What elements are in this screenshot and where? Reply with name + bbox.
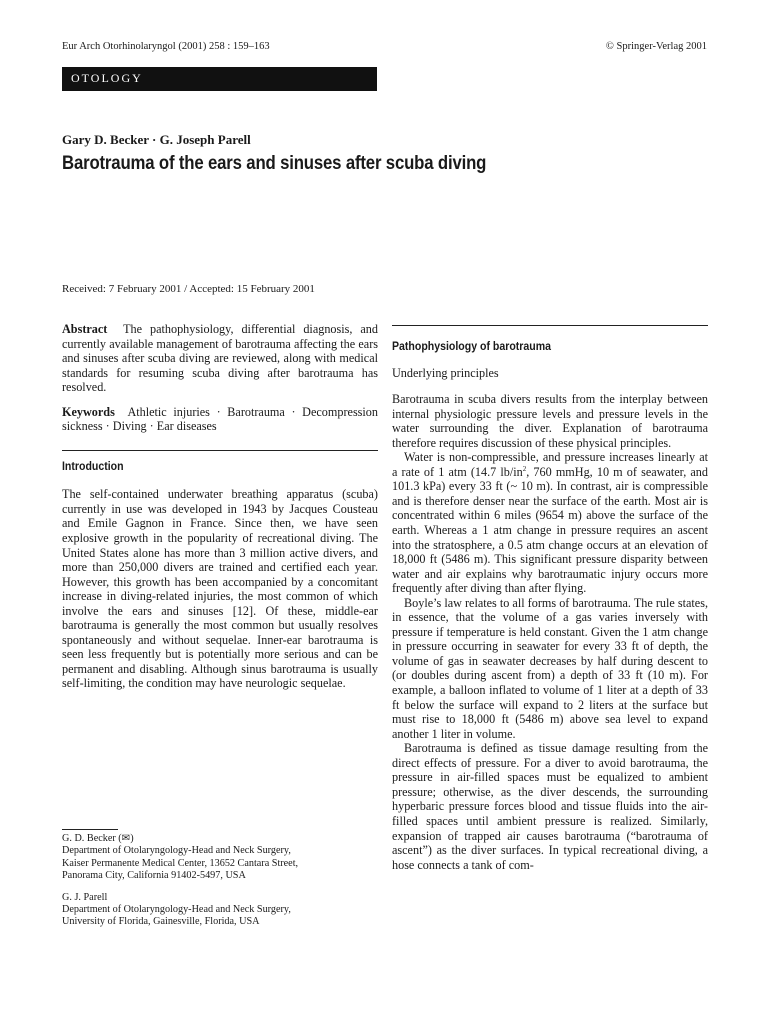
para-2-part-a: Water is non-compressible, and pressure increases linearly at a rate of 1 atm (14.7 lb/in [392, 450, 708, 479]
pathophysiology-para-2 [392, 450, 708, 595]
article-title: Barotrauma of the ears and sinuses after scuba diving [62, 152, 487, 174]
footnote-affil-1a: Department of Otolaryngology-Head and Neck Surgery, [62, 845, 291, 857]
footnote-affil-1c: Panorama City, California 91402-5497, USA [62, 870, 246, 882]
section-banner [62, 67, 377, 91]
footnote-affil-1b: Kaiser Permanente Medical Center, 13652 Cantara Street, [62, 857, 299, 869]
abstract [62, 322, 378, 395]
right-column [392, 325, 708, 872]
section-divider [392, 325, 708, 326]
author-footnote [62, 829, 378, 929]
superscript: 2 [522, 464, 527, 473]
journal-reference: Eur Arch Otorhinolaryngol (2001) 258 : 159–163 [62, 41, 270, 52]
introduction-heading: Introduction [62, 458, 124, 473]
footnote-rule [62, 829, 118, 830]
footnote-author-2: G. J. Parell [62, 891, 108, 903]
authors: Gary D. Becker · G. Joseph Parell [62, 132, 251, 147]
para-2-part-b: , 760 mmHg, 10 m of seawater, and 101.3 kPa) every 33 ft (~ 10 m). In contrast, air is compressible and is therefore denser near the surface of the earth. Most air is concentrated within 6 miles (9654 m) above the surface of the earth. Whereas a 1 atm change in pressure requires an ascent into the stratosphere, a 0.5 atm change occurs at an elevation of 18,000 ft (5486 m). This significant pressure disparity between water and air explains why barotraumatic injury occurs more frequently after diving than after flying. [392, 464, 708, 596]
section-divider [62, 450, 378, 451]
copyright-notice: © Springer-Verlag 2001 [605, 41, 707, 52]
footnote-affil-2b: University of Florida, Gainesville, Florida, USA [62, 916, 260, 928]
keywords-text: Athletic injuries · Barotrauma · Decompression sickness · Diving · Ear diseases [62, 404, 378, 434]
abstract-label: Abstract [62, 322, 108, 336]
pathophysiology-para-3: Boyle’s law relates to all forms of barotrauma. The rule states, in essence, that the volume of a gas varies inversely with pressure if temperature is held constant. Given the 1 atm change in pressure occurring in seawater for every 33 ft of depth, the volume of gas in seawater decreases by half during descent to (or doubles during ascent from) a depth of 33 ft (10 m). For example, a balloon inflated to volume of 1 liter at a depth of 33 ft below the surface will expand to 2 liters at the surface but must rise to 18,000 ft (5486 m) above sea level to expand another 1 liter in volume. [392, 595, 708, 741]
pathophysiology-para-1: Barotrauma in scuba divers results from the interplay between internal physiologic pressure levels and pressure levels in the water surrounding the diver. Explanation of barotrauma therefore requires discussion of these physical principles. [392, 392, 708, 450]
pathophysiology-heading: Pathophysiology of barotrauma [392, 339, 552, 353]
footnote-affil-2a: Department of Otolaryngology-Head and Neck Surgery, [62, 904, 291, 916]
introduction-text: The self-contained underwater breathing apparatus (scuba) currently in use was developed in 1943 by Jacques Cousteau and Emile Gagnon in France. Since then, we have seen explosive growth in the popularity of recreational diving. The United States alone has more than 3 million active divers, and more than 250,000 divers are trained and certified each year. However, this growth has been accompanied by a concomitant increase in diving-related injuries, the most common of which involve the ears and sinuses [12]. Of these, middle-ear barotrauma is generally the most common but usually resolves spontaneously and without sequelae. Inner-ear barotrauma is seen less frequently but is potentially more serious and can be permanent and disabling. Although sinus barotrauma is usually self-limiting, the condition may have neurologic sequelae. [62, 487, 378, 691]
keywords [62, 405, 378, 434]
received-dates: Received: 7 February 2001 / Accepted: 15 February 2001 [62, 283, 315, 295]
footnote-author-1: G. D. Becker (✉) [62, 833, 134, 844]
pathophysiology-para-4: Barotrauma is defined as tissue damage resulting from the direct effects of pressure. For a diver to avoid barotrauma, the pressure in air-filled spaces must be equalized to ambient pressure; otherwise, as the diver descends, the surrounding hyperbaric pressure forces blood and tissue fluids into the air-filled spaces until ambient pressure is realized. Similarly, expansion of trapped air causes barotrauma (“barotrauma of ascent”) as the diver surfaces. In typical recreational diving, a hose connects a tank of com- [392, 741, 708, 872]
pathophysiology-subheading: Underlying principles [392, 365, 499, 380]
abstract-text: The pathophysiology, differential diagnosis, and currently available management of barotrauma affecting the ears and sinuses after scuba diving are reviewed, along with medical standards for resuming scuba diving after barotrauma has resolved. [62, 322, 378, 395]
section-label: OTOLOGY [71, 71, 143, 85]
keywords-label: Keywords [62, 404, 115, 419]
left-column [62, 322, 378, 691]
